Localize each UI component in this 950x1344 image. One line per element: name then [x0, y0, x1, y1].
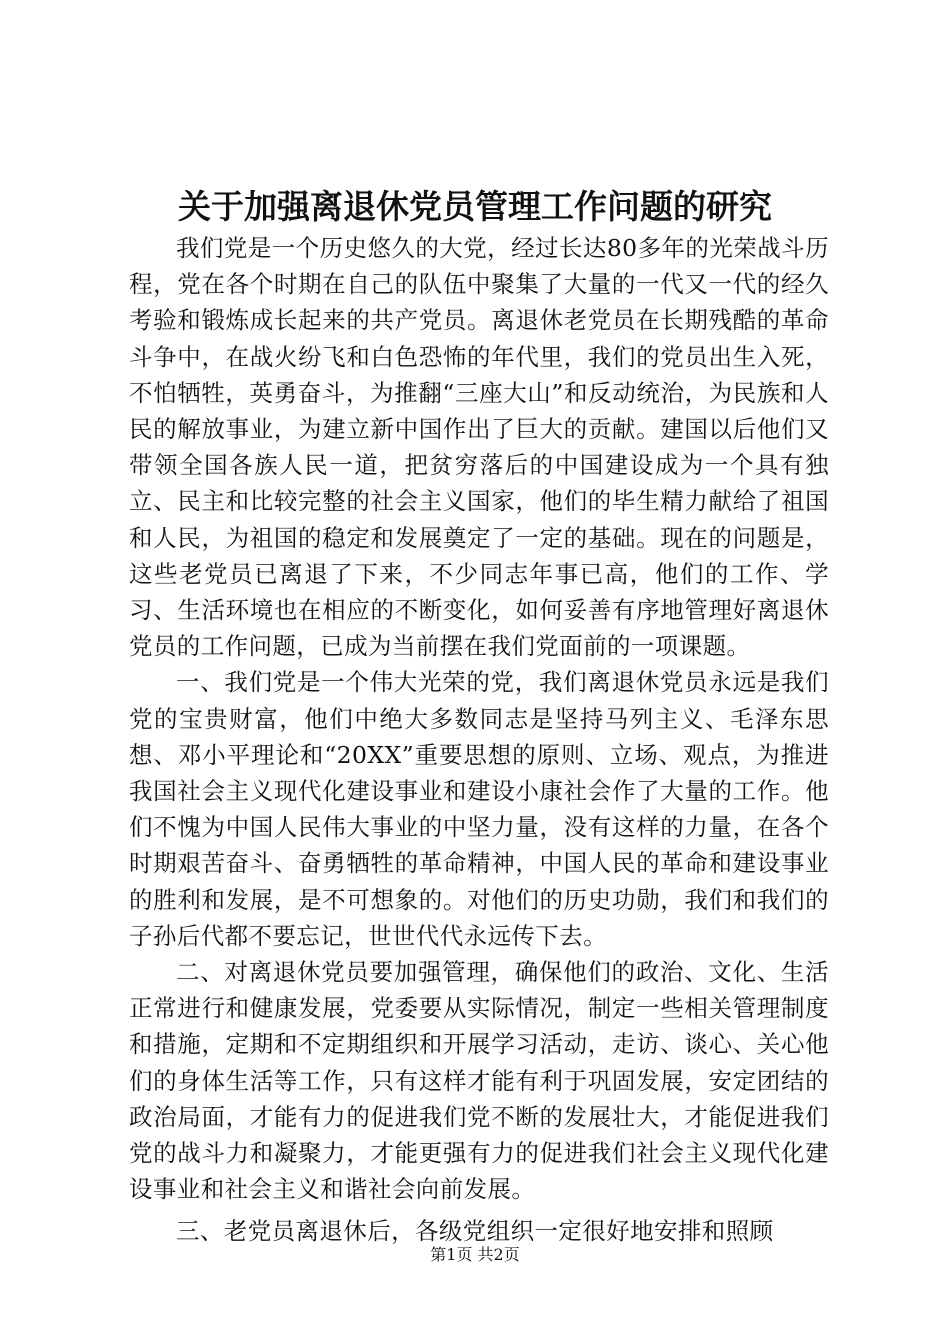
paragraph-section-three: 三、老党员离退休后，各级党组织一定很好地安排和照顾	[176, 1217, 774, 1246]
page-footer	[0, 1244, 950, 1266]
document-title: 关于加强离退休党员管理工作问题的研究	[178, 187, 772, 226]
paragraph-section-one: 一、我们党是一个伟大光荣的党，我们离退休党员永远是我们党的宝贵财富，他们中绝大多数同志是坚持马列主义、毛泽东思想、邓小平理论和“20XX”重要思想的原则、立场、观点，为推进我国社会主义现代化建设事业和建设小康社会作了大量的工作。他们不愧为中国人民伟大事业的中坚力量，没有这样的力量，在各个时期艰苦奋斗、奋勇牺牲的革命精神，中国人民的革命和建设事业的胜利和发展，是不可想象的。对他们的历史功勋，我们和我们的子孙后代都不要忘记，世世代代永远传下去。	[129, 668, 829, 950]
document-body	[129, 230, 829, 1250]
paragraph-intro: 我们党是一个历史悠久的大党，经过长达80多年的光荣战斗历程，党在各个时期在自己的队伍中聚集了大量的一代又一代的经久考验和锻炼成长起来的共产党员。离退休老党员在长期残酷的革命斗争中，在战火纷飞和白色恐怖的年代里，我们的党员出生入死，不怕牺牲，英勇奋斗，为推翻“三座大山”和反动统治，为民族和人民的解放事业，为建立新中国作出了巨大的贡献。建国以后他们又带领全国各族人民一道，把贫穷落后的中国建设成为一个具有独立、民主和比较完整的社会主义国家，他们的毕生精力献给了祖国和人民，为祖国的稳定和发展奠定了一定的基础。现在的问题是，这些老党员已离退了下来，不少同志年事已高，他们的工作、学习、生活环境也在相应的不断变化，如何妥善有序地管理好离退休党员的工作问题，已成为当前摆在我们党面前的一项课题。	[129, 234, 829, 661]
paragraph-section-two: 二、对离退休党员要加强管理，确保他们的政治、文化、生活正常进行和健康发展，党委要从实际情况，制定一些相关管理制度和措施，定期和不定期组织和开展学习活动，走访、谈心、关心他们的身体生活等工作，只有这样才能有利于巩固发展，安定团结的政治局面，才能有力的促进我们党不断的发展壮大，才能促进我们党的战斗力和凝聚力，才能更强有力的促进我们社会主义现代化建设事业和社会主义和谐社会向前发展。	[129, 958, 829, 1204]
page-number: 第1页 共2页	[430, 1245, 520, 1264]
